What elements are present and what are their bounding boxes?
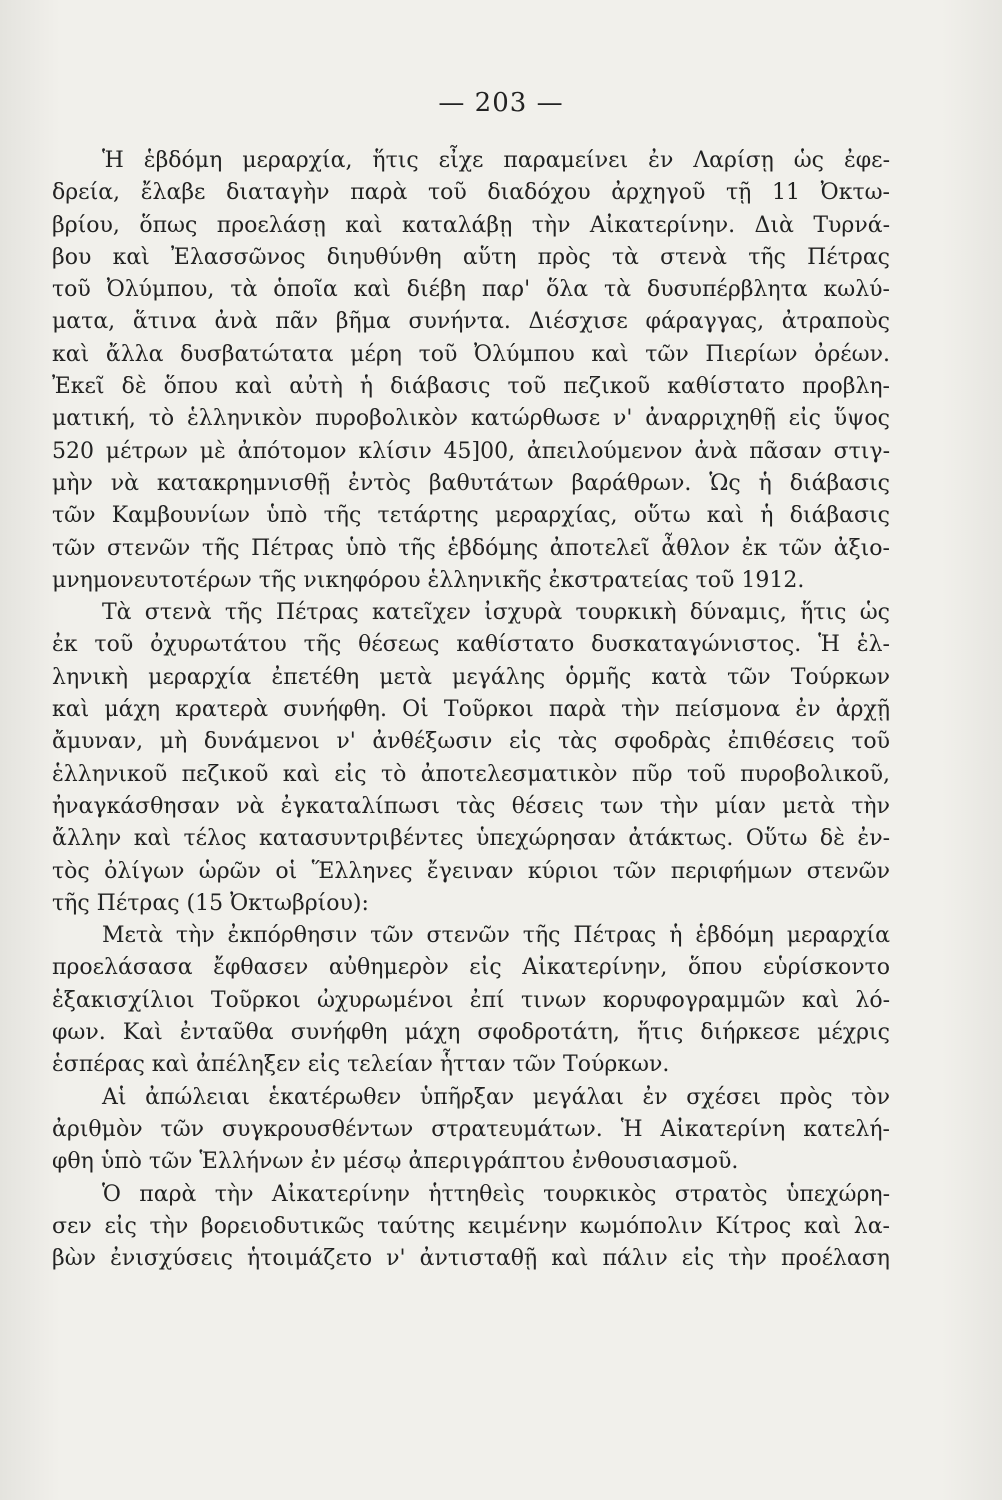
text-line: μὴν νὰ κατακρημνισθῇ ἐντὸς βαθυτάτων βαράθρων. Ὡς ἡ διάβασις <box>52 470 890 496</box>
text-line: Ἡ ἑβδόμη μεραρχία, ἥτις εἶχε παραμείνει ἐν Λαρίσῃ ὡς ἐφε- <box>102 148 890 173</box>
page-number: — 203 — <box>438 88 564 118</box>
text-line: Ὁ παρὰ τὴν Αἰκατερίνην ἡττηθεὶς τουρκικὸς στρατὸς ὑπεχώρη- <box>102 1181 890 1207</box>
text-line: ἑσπέρας καὶ ἀπέληξεν εἰς τελείαν ἧτταν τῶν Τούρκων. <box>52 1052 670 1078</box>
text-line: ματα, ἅτινα ἀνὰ πᾶν βῆμα συνήντα. Διέσχισε φάραγγας, ἀτραποὺς <box>52 309 890 335</box>
text-line: βρίου, ὅπως προελάσῃ καὶ καταλάβῃ τὴν Αἰκατερίνην. Διὰ Τυρνά- <box>52 212 890 238</box>
text-line: τὸς ὀλίγων ὡρῶν οἱ Ἕλληνες ἔγειναν κύριοι τῶν περιφήμων στενῶν <box>52 858 890 884</box>
text-line: φθη ὑπὸ τῶν Ἑλλήνων ἐν μέσῳ ἀπεριγράπτου ἐνθουσιασμοῦ. <box>52 1149 739 1175</box>
text-line: ληνικὴ μεραρχία ἐπετέθη μετὰ μεγάλης ὁρμῆς κατὰ τῶν Τούρκων <box>52 664 890 690</box>
text-line: ἄλλην καὶ τέλος κατασυντριβέντες ὑπεχώρησαν ἀτάκτως. Οὕτω δὲ ἐν- <box>52 826 890 852</box>
paragraph-5 <box>52 1179 890 1276</box>
text-line: Αἱ ἀπώλειαι ἑκατέρωθεν ὑπῆρξαν μεγάλαι ἐν σχέσει πρὸς τὸν <box>102 1084 890 1110</box>
text-line: βου καὶ Ἐλασσῶνος διηυθύνθη αὕτη πρὸς τὰ στενὰ τῆς Πέτρας <box>52 244 890 270</box>
text-line: ἀριθμὸν τῶν συγκρουσθέντων στρατευμάτων. Ἡ Αἰκατερίνη κατελή- <box>52 1116 890 1142</box>
text-line: καὶ ἄλλα δυσβατώτατα μέρη τοῦ Ὀλύμπου καὶ τῶν Πιερίων ὀρέων. <box>52 341 890 367</box>
text-line: φων. Καὶ ἐνταῦθα συνήφθη μάχη σφοδροτάτη, ἥτις διήρκεσε μέχρις <box>52 1020 890 1046</box>
text-line: δρεία, ἔλαβε διαταγὴν παρὰ τοῦ διαδόχου ἀρχηγοῦ τῇ 11 Ὀκτω- <box>52 180 890 206</box>
text-line: μνημονευτοτέρων τῆς νικηφόρου ἑλληνικῆς ἐκστρατείας τοῦ 1912. <box>52 567 805 593</box>
text-line: ἑξακισχίλιοι Τοῦρκοι ὠχυρωμένοι ἐπί τινων κορυφογραμμῶν καὶ λό- <box>52 987 890 1013</box>
paragraph-1 <box>52 145 890 597</box>
paragraph-4 <box>52 1082 890 1179</box>
paragraph-3 <box>52 920 890 1081</box>
text-line: βὼν ἐνισχύσεις ἡτοιμάζετο ν' ἀντισταθῇ καὶ πάλιν εἰς τὴν προέλαση <box>52 1246 890 1272</box>
text-line: Τὰ στενὰ τῆς Πέτρας κατεῖχεν ἰσχυρὰ τουρκικὴ δύναμις, ἥτις ὡς <box>102 600 890 626</box>
text-line: ἐκ τοῦ ὀχυρωτάτου τῆς θέσεως καθίστατο δυσκαταγώνιστος. Ἡ ἑλ- <box>52 632 890 658</box>
text-line: τῶν Καμβουνίων ὑπὸ τῆς τετάρτης μεραρχίας, οὕτω καὶ ἡ διάβασις <box>52 503 890 529</box>
text-line: Ἐκεῖ δὲ ὅπου καὶ αὐτὴ ἡ διάβασις τοῦ πεζικοῦ καθίστατο προβλη- <box>52 374 890 400</box>
body-text <box>52 145 890 1275</box>
text-line: ἄμυναν, μὴ δυνάμενοι ν' ἀνθέξωσιν εἰς τὰς σφοδρὰς ἐπιθέσεις τοῦ <box>52 729 890 755</box>
text-line: 520 μέτρων μὲ ἀπότομον κλίσιν 45]00, ἀπειλούμενον ἀνὰ πᾶσαν στιγ- <box>52 438 890 464</box>
text-line: ἑλληνικοῦ πεζικοῦ καὶ εἰς τὸ ἀποτελεσματικὸν πῦρ τοῦ πυροβολικοῦ, <box>52 761 890 787</box>
text-line: προελάσασα ἔφθασεν αὐθημερὸν εἰς Αἰκατερίνην, ὅπου εὑρίσκοντο <box>52 955 890 981</box>
paragraph-2 <box>52 597 890 920</box>
text-line: Μετὰ τὴν ἐκπόρθησιν τῶν στενῶν τῆς Πέτρας ἡ ἑβδόμη μεραρχία <box>102 923 890 949</box>
text-line: ἠναγκάσθησαν νὰ ἐγκαταλίπωσι τὰς θέσεις των τὴν μίαν μετὰ τὴν <box>52 793 890 819</box>
text-line: τῆς Πέτρας (15 Ὀκτωβρίου): <box>52 890 369 916</box>
text-line: ματική, τὸ ἑλληνικὸν πυροβολικὸν κατώρθωσε ν' ἀναρριχηθῇ εἰς ὕψος <box>52 406 890 432</box>
text-line: καὶ μάχη κρατερὰ συνήφθη. Οἱ Τοῦρκοι παρὰ τὴν πείσμονα ἐν ἀρχῇ <box>52 697 890 723</box>
text-line: τοῦ Ὀλύμπου, τὰ ὁποῖα καὶ διέβη παρ' ὅλα τὰ δυσυπέρβλητα κωλύ- <box>52 277 890 303</box>
text-line: τῶν στενῶν τῆς Πέτρας ὑπὸ τῆς ἑβδόμης ἀποτελεῖ ἆθλον ἐκ τῶν ἀξιο- <box>52 535 890 561</box>
text-line: σεν εἰς τὴν βορειοδυτικῶς ταύτης κειμένην κωμόπολιν Κίτρος καὶ λα- <box>52 1213 890 1239</box>
